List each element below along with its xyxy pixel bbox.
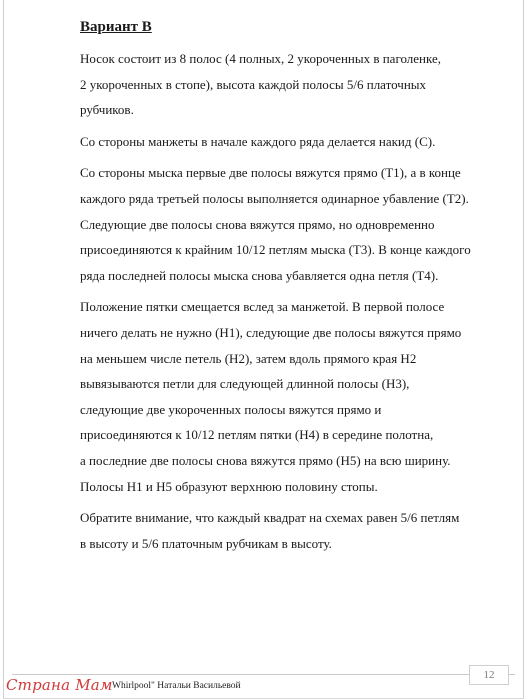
footer-divider — [12, 674, 515, 675]
page-footer — [4, 664, 523, 698]
paragraph — [80, 129, 500, 155]
document-body — [80, 16, 500, 562]
footer-credit: Whirlpool" Натальи Васильевой — [112, 681, 241, 691]
text-line: Положение пятки смещается вслед за манжетой. В первой полосе — [80, 299, 445, 315]
text-line: Полосы Н1 и Н5 образуют верхнюю половину стопы. — [80, 478, 378, 494]
text-line: присоединяются к 10/12 петлям пятки (Н4) в середине полотна, — [80, 427, 434, 443]
text-line: Со стороны мыска первые две полосы вяжутся прямо (Т1), а в конце — [80, 165, 461, 181]
page — [3, 0, 524, 699]
text-line: а последние две полосы снова вяжутся прямо (Н5) на всю ширину. — [80, 452, 451, 468]
text-line: на меньшем числе петель (Н2), затем вдоль прямого края Н2 — [80, 350, 417, 366]
text-line: вывязываются петли для следующей длинной полосы (Н3), — [80, 376, 410, 392]
text-line: Носок состоит из 8 полос (4 полных, 2 укороченных в паголенке, — [80, 51, 442, 66]
text-line: ряда последней полосы мыска снова убавляется одна петля (Т4). — [80, 267, 439, 283]
section-heading: Вариант В — [80, 19, 152, 35]
text-line: Обратите внимание, что каждый квадрат на схемах равен 5/6 петлям — [80, 510, 460, 526]
text-line: Следующие две полосы снова вяжутся прямо, но одновременно — [80, 216, 435, 232]
paragraph — [80, 46, 500, 123]
text-line: присоединяются к крайним 10/12 петлям мыска (Т3). В конце каждого — [80, 242, 471, 258]
text-line: Со стороны манжеты в начале каждого ряда делается накид (С). — [80, 133, 436, 149]
paragraph-list — [80, 46, 500, 556]
text-line: следующие две укороченных полосы вяжутся прямо и — [80, 401, 382, 417]
paragraph — [80, 160, 500, 288]
text-line: 2 укороченных в стопе), высота каждой полосы 5/6 платочных — [80, 76, 427, 92]
paragraph — [80, 505, 500, 556]
text-line: каждого ряда третьей полосы выполняется одинарное убавление (Т2). — [80, 190, 469, 206]
paragraph — [80, 294, 500, 499]
text-line: ничего делать не нужно (Н1), следующие две полосы вяжутся прямо — [80, 324, 462, 340]
text-line: рубчиков. — [80, 102, 134, 118]
site-watermark: Страна Мам — [6, 676, 113, 694]
page-number: 12 — [469, 665, 509, 685]
text-line: в высоту и 5/6 платочным рубчикам в высоту. — [80, 535, 332, 551]
